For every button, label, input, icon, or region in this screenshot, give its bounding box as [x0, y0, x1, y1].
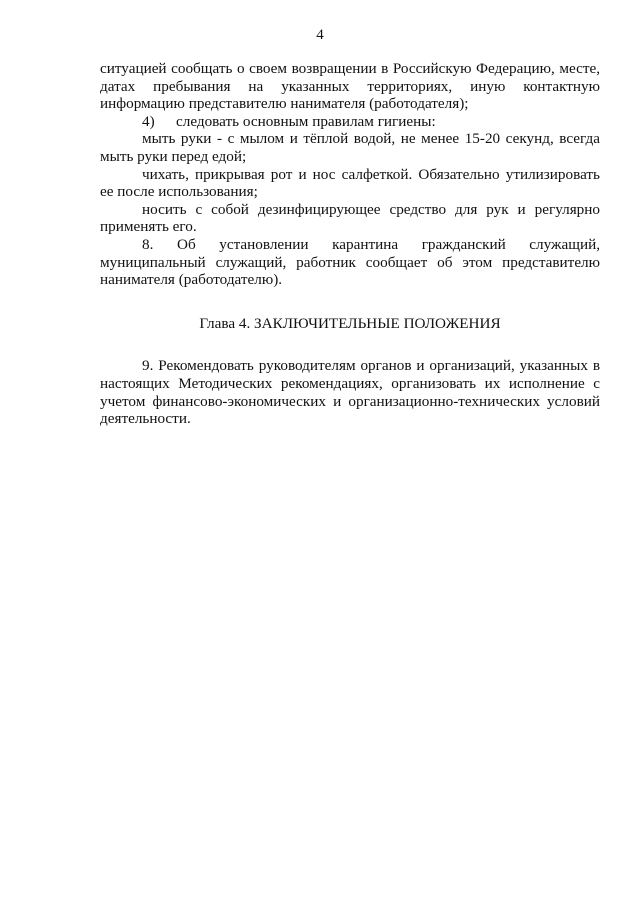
paragraph-8-quarantine: 8. Об установлении карантина гражданский служащий, муниципальный служащий, работник сообщает об этом представителю нанимателя (работодателю).: [100, 235, 600, 289]
hygiene-rule-wash-hands: мыть руки - с мылом и тёплой водой, не менее 15-20 секунд, всегда мыть руки перед едой;: [100, 130, 600, 165]
page-number: 4: [316, 27, 324, 43]
hygiene-rule-sneeze: чихать, прикрывая рот и нос салфеткой. Обязательно утилизировать ее после использования;: [100, 165, 600, 201]
paragraph-continuation: ситуацией сообщать о своем возвращении в Российскую Федерацию, месте, датах пребывания на указанных территориях, иную контактную информацию представителю нанимателя (работодателя);: [100, 60, 600, 113]
list-item-text: следовать основным правилам гигиены:: [176, 112, 436, 130]
list-item-number: 4): [142, 112, 155, 130]
document-body: [100, 60, 600, 428]
paragraph-9-recommendation: 9. Рекомендовать руководителям органов и организаций, указанных в настоящих Методических рекомендациях, организовать их исполнение с учетом финансово-экономических и организационно-технических условий деятельности.: [100, 357, 600, 428]
hygiene-rule-sanitizer: носить с собой дезинфицирующее средство для рук и регулярно применять его.: [100, 200, 600, 236]
list-item-4: [100, 113, 600, 131]
chapter-heading: Глава 4. ЗАКЛЮЧИТЕЛЬНЫЕ ПОЛОЖЕНИЯ: [199, 314, 501, 332]
